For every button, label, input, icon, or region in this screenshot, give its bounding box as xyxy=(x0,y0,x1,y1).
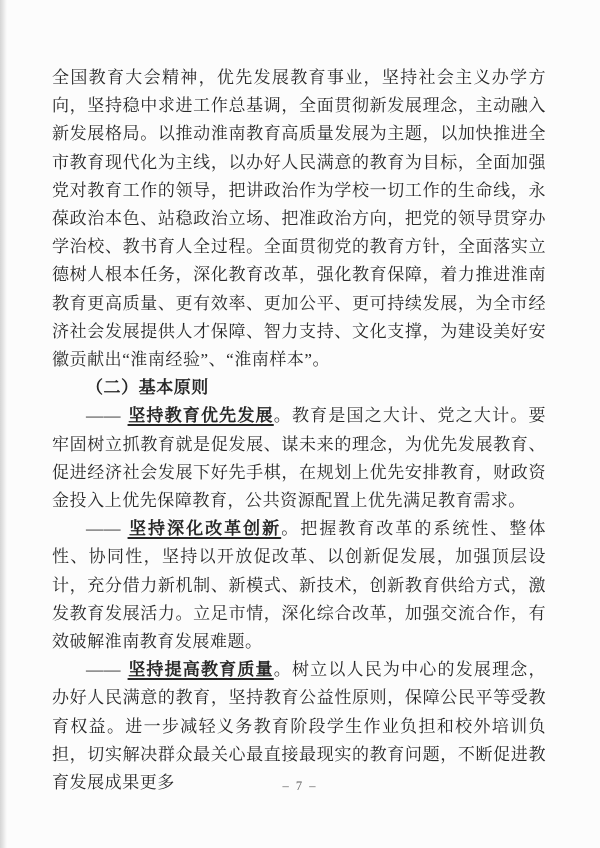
em-dash: —— xyxy=(86,519,122,539)
section-heading-basic-principles: （二）基本原则 xyxy=(86,378,209,398)
scan-edge-shadow xyxy=(0,0,7,848)
page-footer xyxy=(0,777,600,795)
lead-separator: 。 xyxy=(273,406,292,426)
principle-lead: 坚持提高教育质量 xyxy=(127,660,274,680)
principle-lead: 坚持深化改革创新 xyxy=(127,519,282,539)
lead-separator: 。 xyxy=(273,660,292,680)
principle-education-priority xyxy=(52,402,546,515)
principle-lead: 坚持教育优先发展 xyxy=(127,406,274,426)
lead-separator: 。 xyxy=(281,519,301,539)
document-text-block xyxy=(52,64,546,797)
em-dash: —— xyxy=(86,660,122,680)
principle-reform-innovation xyxy=(52,515,546,656)
em-dash: —— xyxy=(86,406,122,426)
principle-body: 把握教育改革的系统性、整体性、协同性，坚持以开放促改革、以创新促发展，加强顶层设计，充分借力新机制、新模式、新技术，创新教育供给方式，激发教育发展活力。立足市情，深化综合改革，加强交流合作，有效破解淮南教育发展难题。 xyxy=(52,519,546,652)
paragraph-continuation: 全国教育大会精神，优先发展教育事业，坚持社会主义办学方向，坚持稳中求进工作总基调，全面贯彻新发展理念，主动融入新发展格局。以推动淮南教育高质量发展为主题，以加快推进全市教育现代化为主线，以办好人民满意的教育为目标，全面加强党对教育工作的领导，把讲政治作为学校一切工作的生命线，永葆政治本色、站稳政治立场、把准政治方向，把党的领导贯穿办学治校、教书育人全过程。全面贯彻党的教育方针，全面落实立德树人根本任务，深化教育改革，强化教育保障，着力推进淮南教育更高质量、更有效率、更加公平、更可持续发展，为全市经济社会发展提供人才保障、智力支持、文化支撑，为建设美好安徽贡献出“淮南经验”、“淮南样本”。 xyxy=(52,68,546,370)
principle-body: 树立以人民为中心的发展理念，办好人民满意的教育，坚持教育公益性原则，保障公民平等受教育权益。进一步减轻义务教育阶段学生作业负担和校外培训负担，切实解决群众最关心最直接最现实的教育问题，不断促进教育发展成果更多 xyxy=(52,660,546,793)
principle-body: 教育是国之大计、党之大计。要牢固树立抓教育就是促发展、谋未来的理念，为优先发展教育、促进经济社会发展下好先手棋，在规划上优先安排教育，财政资金投入上优先保障教育，公共资源配置上优先满足教育需求。 xyxy=(52,406,546,511)
page-number: – 7 – xyxy=(282,779,318,793)
